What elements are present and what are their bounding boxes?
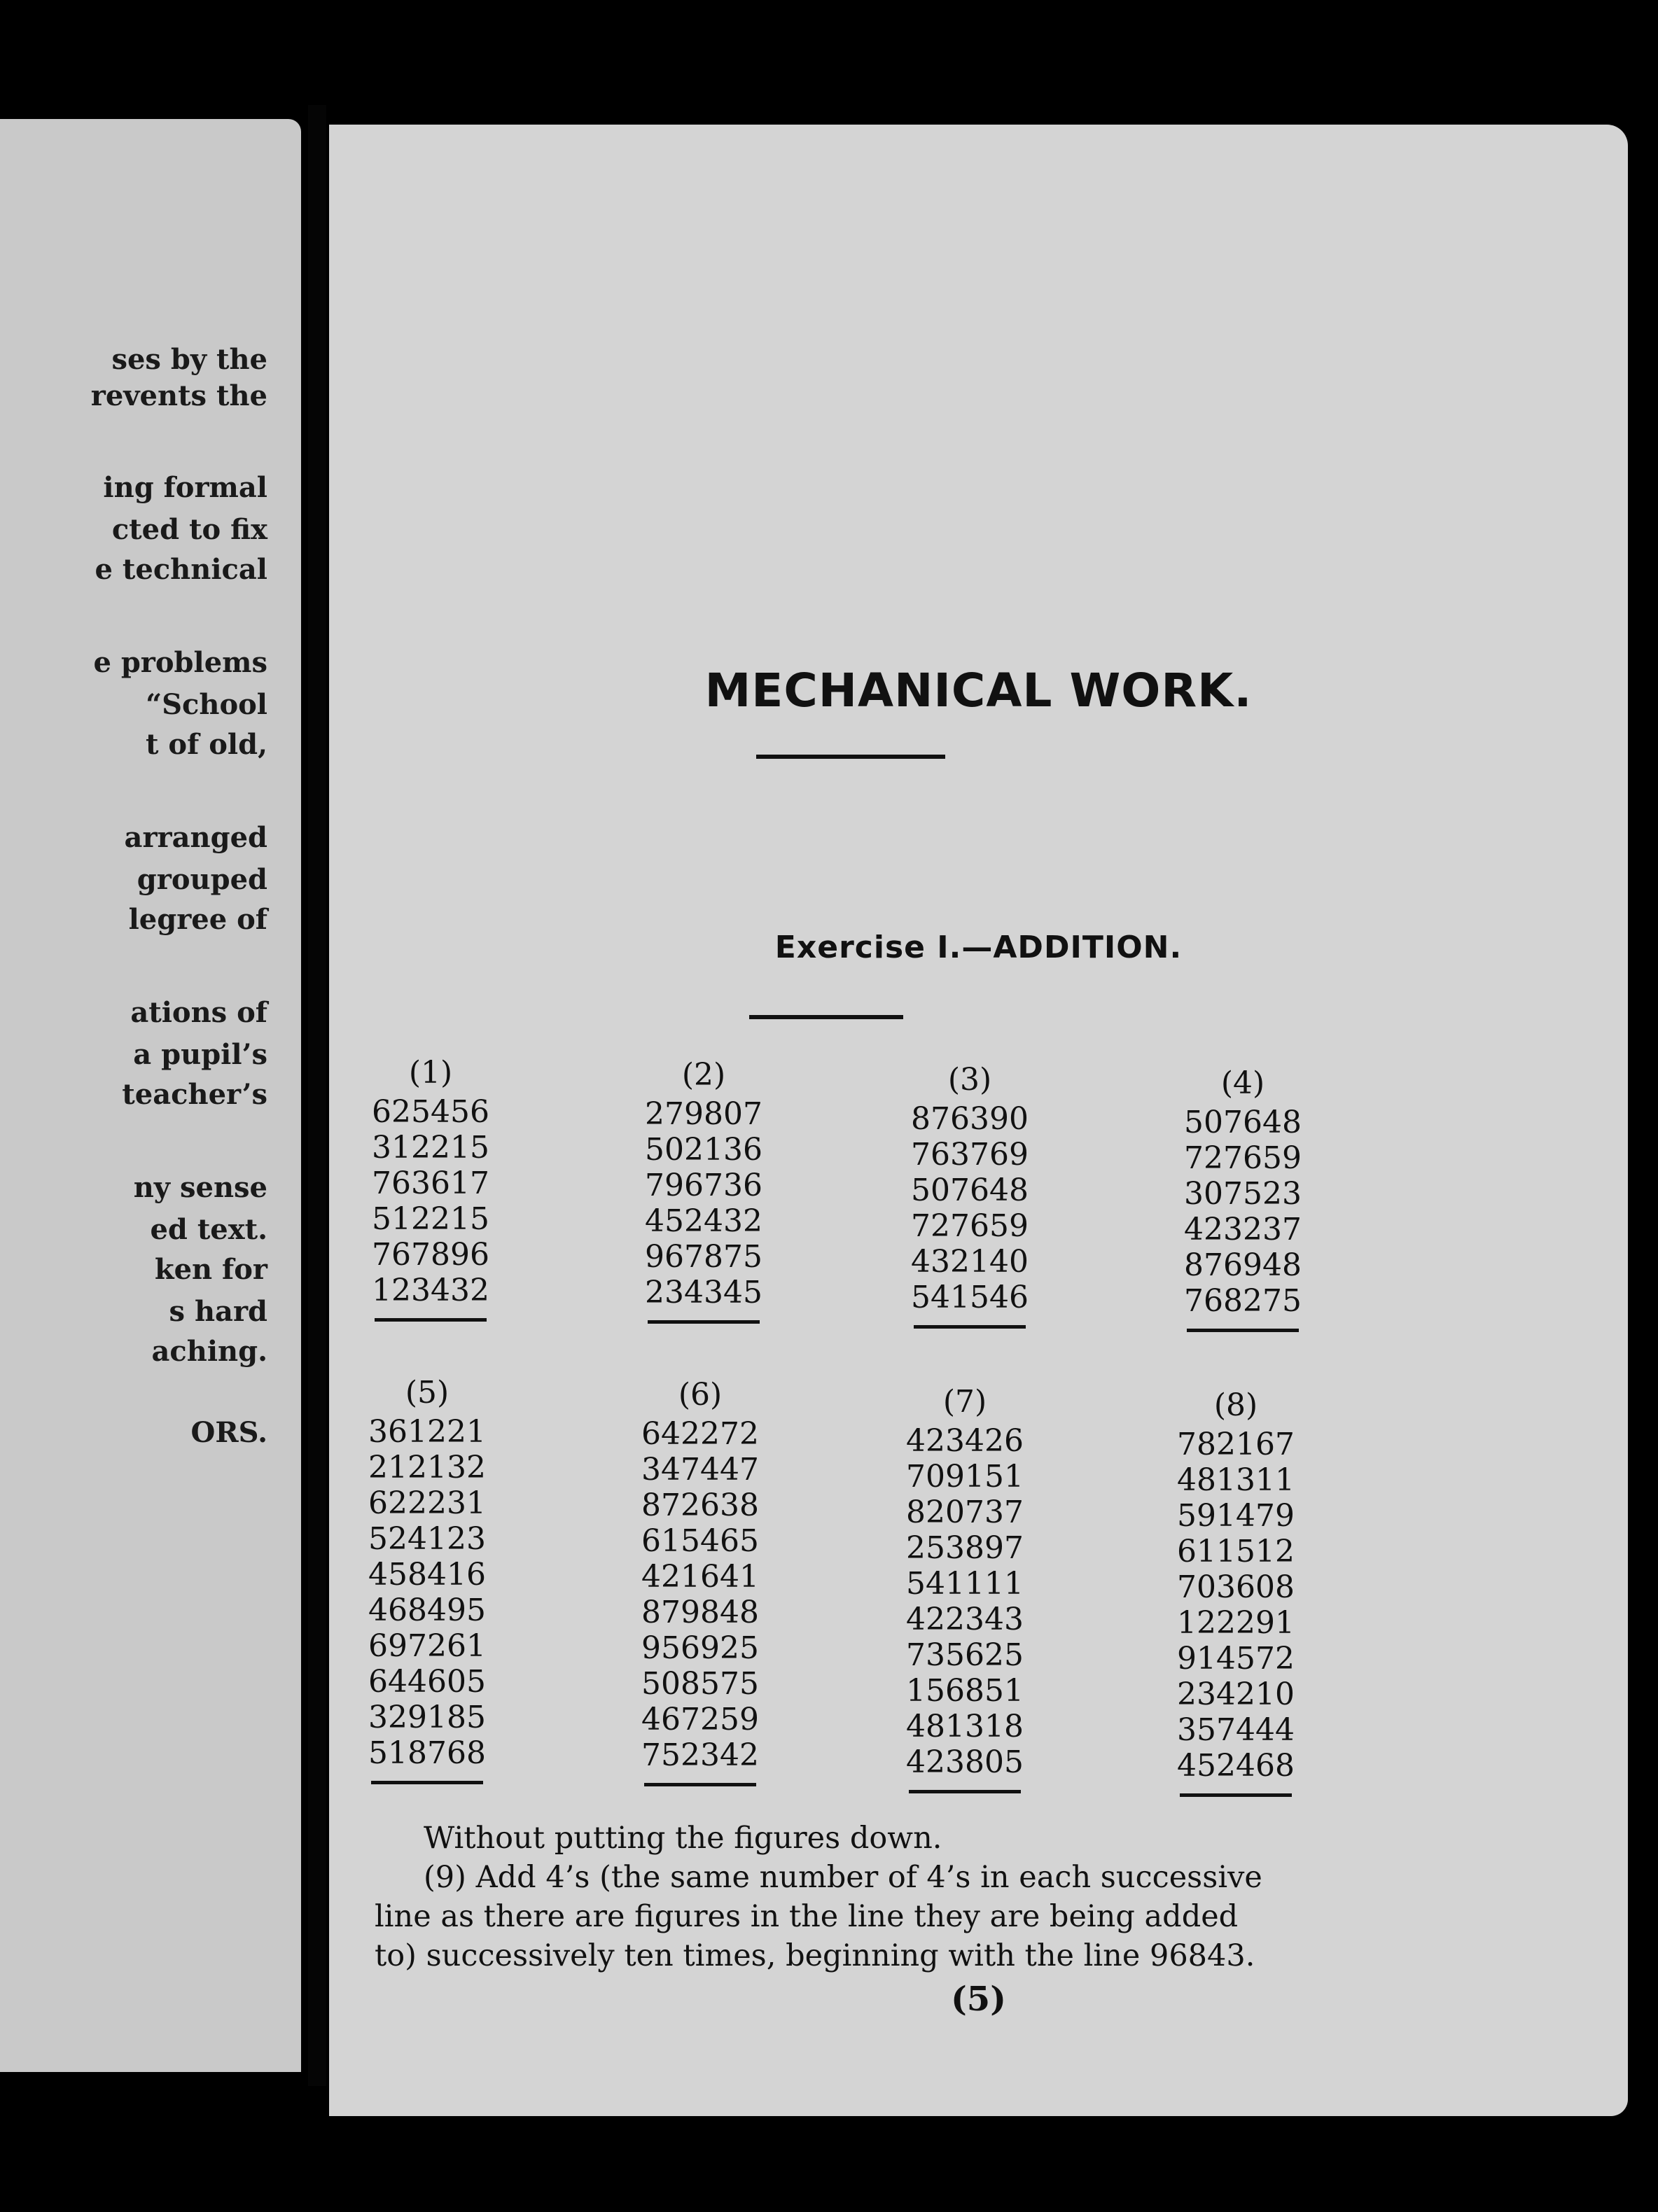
column-number: 879848 [641,1595,759,1630]
column-number: 212132 [368,1450,486,1485]
column-number: 642272 [641,1416,759,1452]
page-title: MECHANICAL WORK. [704,664,1253,718]
column-number: 307523 [1184,1176,1302,1212]
addition-column-3 [900,1059,1040,1329]
column-number: 625456 [372,1094,489,1130]
column-label: (5) [405,1375,450,1410]
column-number: 763617 [372,1166,489,1201]
addition-column-6 [630,1374,770,1786]
column-number: 122291 [1177,1605,1295,1641]
column-number: 423426 [906,1423,1024,1459]
column-number: 752342 [641,1737,759,1773]
column-number: 452432 [645,1203,762,1239]
addition-column-5 [357,1372,497,1784]
instruction-line: to) successively ten times, beginning with the line 96843. [375,1938,1255,1973]
column-number: 709151 [906,1459,1024,1494]
instruction-line: Without putting the figures down. [424,1821,942,1856]
column-number: 361221 [368,1414,486,1450]
sum-line [648,1320,760,1324]
column-number: 615465 [641,1523,759,1559]
left-text-fragment: s hard [169,1295,267,1328]
left-text-fragment: a pupil’s [133,1038,267,1071]
column-number: 357444 [1177,1712,1295,1748]
sum-line [644,1783,756,1786]
column-number: 872638 [641,1488,759,1523]
instruction-line: (9) Add 4’s (the same number of 4’s in each successive [424,1860,1262,1895]
column-number: 697261 [368,1628,486,1664]
column-number: 768275 [1184,1283,1302,1319]
left-text-fragment: e problems [93,646,267,679]
column-number: 507648 [911,1172,1029,1208]
column-number: 423237 [1184,1212,1302,1247]
column-number: 876390 [911,1101,1029,1137]
column-number: 956925 [641,1630,759,1666]
column-number: 421641 [641,1559,759,1595]
sum-line [1180,1793,1292,1797]
column-number: 279807 [645,1096,762,1132]
left-text-fragment: t of old, [146,728,267,761]
left-text-fragment: e technical [95,553,267,586]
sum-line [371,1781,483,1784]
addition-column-2 [634,1054,774,1324]
column-number: 452468 [1177,1748,1295,1784]
column-number: 507648 [1184,1105,1302,1140]
left-text-fragment: aching. [151,1335,267,1368]
column-label: (7) [942,1384,987,1420]
column-number: 502136 [645,1132,762,1168]
column-number: 518768 [368,1735,486,1771]
column-number: 156851 [906,1673,1024,1709]
left-text-fragment: ed text. [150,1213,267,1246]
column-number: 727659 [911,1208,1029,1244]
left-text-fragment: ORS. [190,1416,267,1449]
exercise-heading: Exercise I.—ADDITION. [774,930,1183,965]
column-number: 468495 [368,1592,486,1628]
right-page [329,125,1628,2116]
column-number: 234210 [1177,1676,1295,1712]
left-page [0,119,301,2072]
addition-column-1 [361,1052,501,1322]
column-number: 796736 [645,1168,762,1203]
column-number: 329185 [368,1700,486,1735]
addition-column-4 [1173,1063,1313,1332]
column-number: 347447 [641,1452,759,1488]
column-number: 481318 [906,1709,1024,1744]
column-number: 467259 [641,1702,759,1737]
column-number: 512215 [372,1201,489,1237]
left-text-fragment: ations of [130,996,267,1029]
left-text-fragment: ny sense [133,1171,267,1204]
column-number: 763769 [911,1137,1029,1172]
column-number: 914572 [1177,1641,1295,1676]
column-number: 703608 [1177,1569,1295,1605]
left-text-fragment: grouped [137,863,267,896]
column-number: 234345 [645,1275,762,1310]
left-text-fragment: cted to fix [111,513,267,546]
column-number: 423805 [906,1744,1024,1780]
column-number: 967875 [645,1239,762,1275]
column-number: 622231 [368,1485,486,1521]
column-number: 541546 [911,1280,1029,1315]
addition-column-7 [895,1381,1035,1793]
title-rule [756,755,945,759]
column-number: 432140 [911,1244,1029,1280]
page-number: (5) [951,1980,1006,2019]
column-number: 767896 [372,1237,489,1273]
column-number: 611512 [1177,1534,1295,1569]
column-number: 644605 [368,1664,486,1700]
column-label: (1) [408,1055,453,1091]
column-number: 782167 [1177,1427,1295,1462]
sum-line [1187,1329,1299,1332]
column-label: (6) [678,1377,723,1413]
column-number: 458416 [368,1557,486,1592]
left-text-fragment: “School [146,688,267,721]
column-number: 253897 [906,1530,1024,1566]
column-label: (8) [1213,1387,1258,1423]
column-number: 820737 [906,1494,1024,1530]
left-text-fragment: teacher’s [122,1078,267,1111]
addition-column-8 [1166,1385,1306,1797]
left-text-fragment: ing formal [103,471,267,504]
subtitle-rule [749,1015,903,1019]
column-number: 735625 [906,1637,1024,1673]
column-number: 508575 [641,1666,759,1702]
column-label: (3) [947,1062,992,1098]
column-number: 481311 [1177,1462,1295,1498]
column-number: 591479 [1177,1498,1295,1534]
column-number: 541111 [906,1566,1024,1602]
sum-line [375,1318,487,1322]
column-label: (2) [681,1057,726,1093]
left-text-fragment: ses by the [111,343,267,376]
left-text-fragment: legree of [128,903,267,936]
column-number: 422343 [906,1602,1024,1637]
column-label: (4) [1220,1065,1265,1101]
book-spine [308,105,326,2086]
left-text-fragment: ken for [154,1253,267,1286]
column-number: 123432 [372,1273,489,1308]
instruction-line: line as there are figures in the line they are being added [375,1899,1239,1934]
sum-line [914,1325,1026,1329]
left-text-fragment: revents the [90,379,267,412]
left-text-fragment: arranged [124,821,267,854]
column-number: 312215 [372,1130,489,1166]
column-number: 524123 [368,1521,486,1557]
sum-line [909,1790,1021,1793]
column-number: 727659 [1184,1140,1302,1176]
column-number: 876948 [1184,1247,1302,1283]
